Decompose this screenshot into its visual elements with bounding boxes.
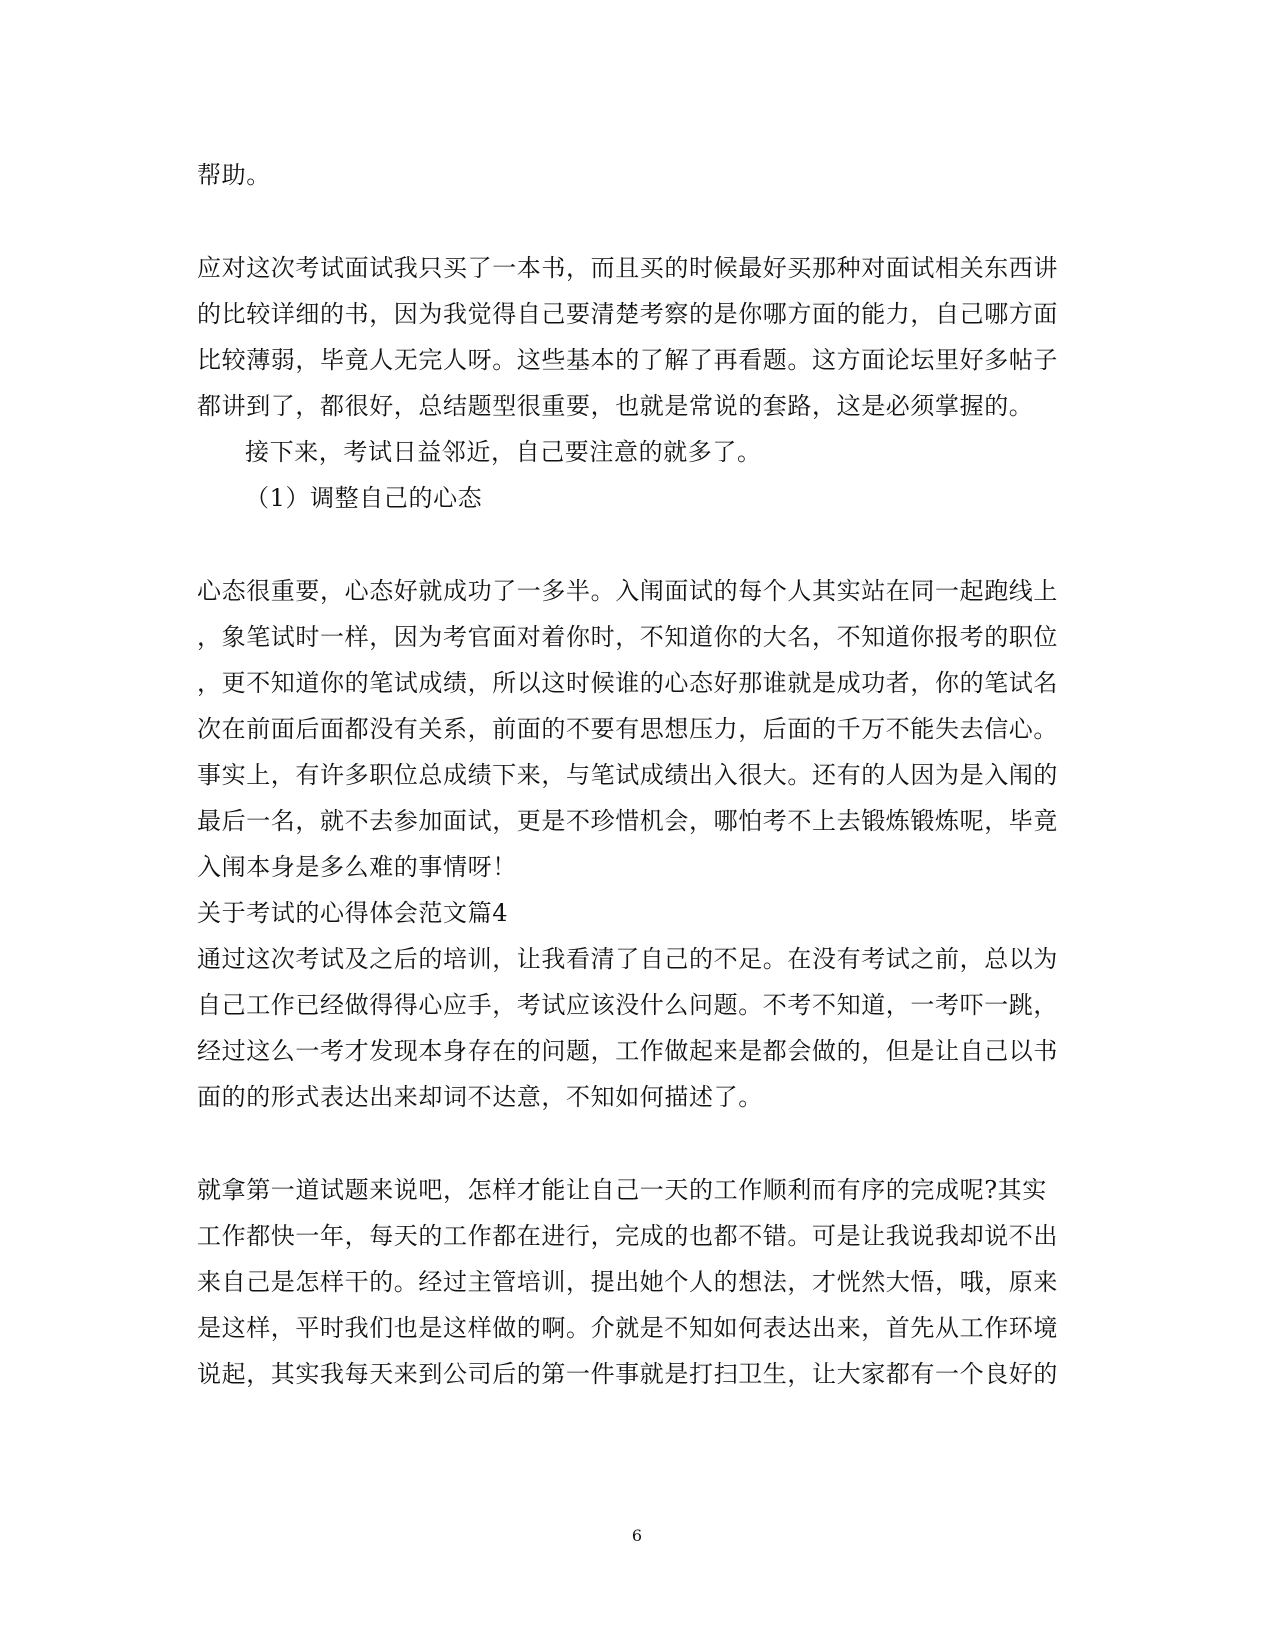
text-line: 经过这么一考才发现本身存在的问题，工作做起来是都会做的，但是让自己以书: [197, 1037, 1058, 1065]
text-line: 心态很重要，心态好就成功了一多半。入闱面试的每个人其实站在同一起跑线上: [197, 577, 1058, 605]
text-line: 比较薄弱，毕竟人无完人呀。这些基本的了解了再看题。这方面论坛里好多帖子: [197, 346, 1058, 374]
text-line: 接下来，考试日益邻近，自己要注意的就多了。: [245, 438, 762, 466]
text-line: 事实上，有许多职位总成绩下来，与笔试成绩出入很大。还有的人因为是入闱的: [197, 761, 1058, 789]
list-heading: （1）调整自己的心态: [245, 484, 483, 512]
text-line: ，象笔试时一样，因为考官面对着你时，不知道你的大名，不知道你报考的职位: [197, 623, 1058, 651]
section-heading: 关于考试的心得体会范文篇4: [197, 899, 509, 927]
text-line: 帮助。: [197, 161, 271, 189]
text-line: 说起，其实我每天来到公司后的第一件事就是打扫卫生，让大家都有一个良好的: [197, 1360, 1058, 1388]
text-line: 应对这次考试面试我只买了一本书，而且买的时候最好买那种对面试相关东西讲: [197, 254, 1058, 282]
page-number: 6: [631, 1526, 643, 1545]
text-line: 都讲到了，都很好，总结题型很重要，也就是常说的套路，这是必须掌握的。: [197, 392, 1034, 420]
text-line: ，更不知道你的笔试成绩，所以这时候谁的心态好那谁就是成功者，你的笔试名: [197, 669, 1058, 697]
text-line: 面的的形式表达出来却词不达意，不知如何描述了。: [197, 1083, 763, 1111]
text-line: 工作都快一年，每天的工作都在进行，完成的也都不错。可是让我说我却说不出: [197, 1222, 1058, 1250]
text-line: 来自己是怎样干的。经过主管培训，提出她个人的想法，才恍然大悟，哦，原来: [197, 1268, 1058, 1296]
text-line: 是这样，平时我们也是这样做的啊。介就是不知如何表达出来，首先从工作环境: [197, 1314, 1058, 1342]
text-line: 自己工作已经做得得心应手，考试应该没什么问题。不考不知道，一考吓一跳，: [197, 991, 1058, 1019]
text-line: 最后一名，就不去参加面试，更是不珍惜机会，哪怕考不上去锻炼锻炼呢，毕竟: [197, 807, 1058, 835]
text-line: 次在前面后面都没有关系，前面的不要有思想压力，后面的千万不能失去信心。: [197, 715, 1058, 743]
text-line: 就拿第一道试题来说吧，怎样才能让自己一天的工作顺利而有序的完成呢?其实: [197, 1176, 1047, 1204]
text-line: 的比较详细的书，因为我觉得自己要清楚考察的是你哪方面的能力，自己哪方面: [197, 300, 1058, 328]
text-line: 入闱本身是多么难的事情呀！: [197, 853, 517, 881]
text-line: 通过这次考试及之后的培训，让我看清了自己的不足。在没有考试之前，总以为: [197, 945, 1058, 973]
